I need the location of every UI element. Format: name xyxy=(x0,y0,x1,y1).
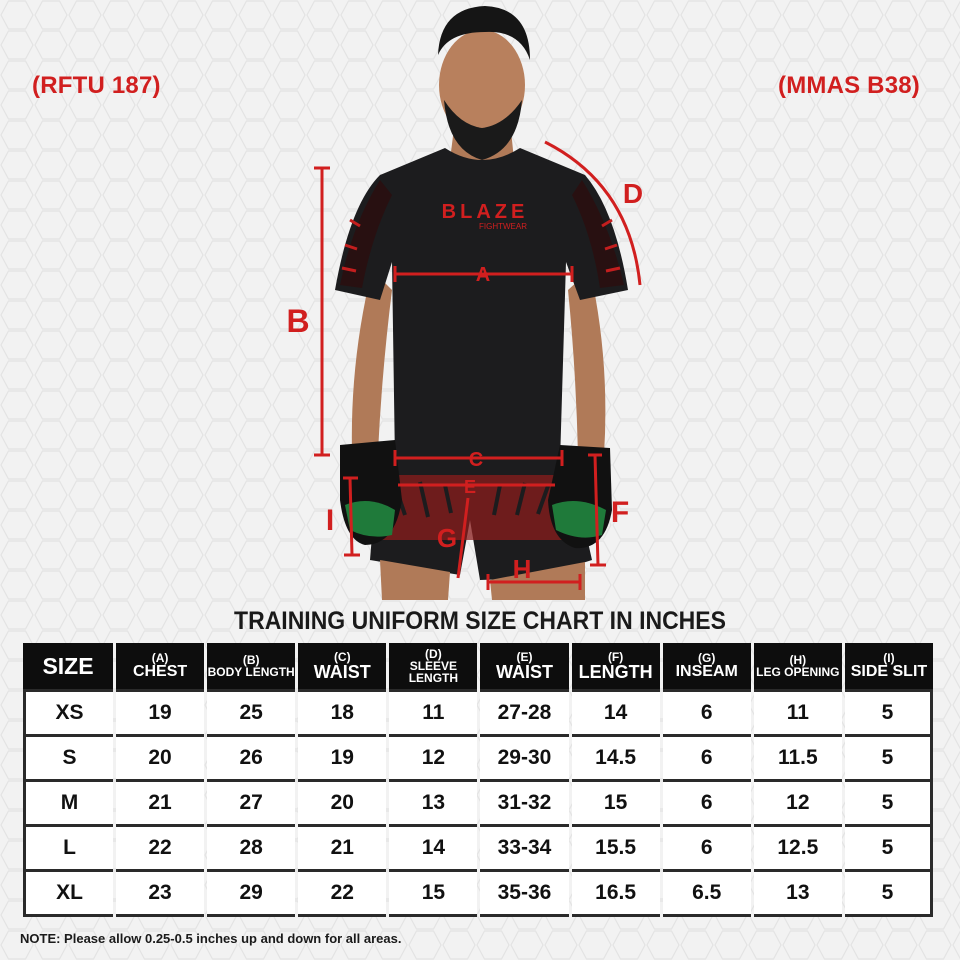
measurement-cell: 11 xyxy=(754,689,842,734)
measurement-cell: 19 xyxy=(298,734,386,779)
marker-g: G xyxy=(436,523,458,553)
measurement-cell: 5 xyxy=(845,869,933,917)
measurement-cell: 6 xyxy=(663,824,751,869)
measurement-cell: 15.5 xyxy=(572,824,660,869)
table-row xyxy=(23,734,933,779)
measurement-cell: 20 xyxy=(116,734,204,779)
header-shorts-waist: (E) WAIST xyxy=(480,643,568,689)
table-row xyxy=(23,869,933,917)
chart-title: TRAINING UNIFORM SIZE CHART IN INCHES xyxy=(234,607,726,635)
header-length: (F) LENGTH xyxy=(572,643,660,689)
measurement-cell: 15 xyxy=(572,779,660,824)
marker-h: H xyxy=(512,554,532,584)
measurement-cell: 21 xyxy=(116,779,204,824)
measurement-cell: 26 xyxy=(207,734,295,779)
sizing-note: NOTE: Please allow 0.25-0.5 inches up and down for all areas. xyxy=(20,931,402,946)
measurement-cell: 35-36 xyxy=(480,869,568,917)
measurement-cell: 16.5 xyxy=(572,869,660,917)
measurement-cell: 25 xyxy=(207,689,295,734)
measurement-cell: 6 xyxy=(663,734,751,779)
measurement-cell: 11.5 xyxy=(754,734,842,779)
header-size: SIZE xyxy=(23,643,113,689)
measurement-cell: 13 xyxy=(389,779,477,824)
measurement-cell: 14 xyxy=(389,824,477,869)
measurement-cell: 12 xyxy=(754,779,842,824)
brand-tagline: FIGHTWEAR xyxy=(479,222,527,231)
header-waist: (C) WAIST xyxy=(298,643,386,689)
measurement-cell: 11 xyxy=(389,689,477,734)
marker-b: B xyxy=(286,303,310,339)
measurement-cell: 23 xyxy=(116,869,204,917)
measurement-cell: 13 xyxy=(754,869,842,917)
measurement-cell: 5 xyxy=(845,824,933,869)
measurement-cell: 21 xyxy=(298,824,386,869)
header-sleeve-length: (D) SLEEVE LENGTH xyxy=(389,643,477,689)
measurement-cell: 19 xyxy=(116,689,204,734)
measurement-cell: 5 xyxy=(845,734,933,779)
marker-d: D xyxy=(622,178,644,209)
measurement-cell: 12.5 xyxy=(754,824,842,869)
measurement-cell: 27 xyxy=(207,779,295,824)
top-product-code: (RFTU 187) xyxy=(32,72,161,99)
size-cell: L xyxy=(23,824,113,869)
measurement-cell: 20 xyxy=(298,779,386,824)
measurement-cell: 6.5 xyxy=(663,869,751,917)
marker-c: C xyxy=(468,449,484,471)
size-cell: XS xyxy=(23,689,113,734)
measurement-cell: 22 xyxy=(116,824,204,869)
size-cell: XL xyxy=(23,869,113,917)
marker-i: I xyxy=(325,504,335,537)
table-row xyxy=(23,824,933,869)
header-inseam: (G) INSEAM xyxy=(663,643,751,689)
measurement-cell: 27-28 xyxy=(480,689,568,734)
measurement-cell: 31-32 xyxy=(480,779,568,824)
size-chart-table xyxy=(20,643,936,917)
measurement-cell: 5 xyxy=(845,689,933,734)
measurement-cell: 14 xyxy=(572,689,660,734)
table-row xyxy=(23,779,933,824)
marker-f: F xyxy=(610,496,630,529)
measurement-cell: 18 xyxy=(298,689,386,734)
size-cell: M xyxy=(23,779,113,824)
brand-logo: BLAZE xyxy=(441,201,529,223)
measurement-cell: 22 xyxy=(298,869,386,917)
marker-e: E xyxy=(463,477,477,497)
marker-a: A xyxy=(475,264,491,286)
header-side-slit: (I) SIDE SLIT xyxy=(845,643,933,689)
shorts-product-code: (MMAS B38) xyxy=(778,72,921,99)
header-leg-opening: (H) LEG OPENING xyxy=(754,643,842,689)
table-header-row xyxy=(23,643,933,689)
measurement-cell: 28 xyxy=(207,824,295,869)
measurement-cell: 5 xyxy=(845,779,933,824)
measurement-cell: 15 xyxy=(389,869,477,917)
measurement-cell: 29-30 xyxy=(480,734,568,779)
header-body-length: (B) BODY LENGTH xyxy=(207,643,295,689)
size-cell: S xyxy=(23,734,113,779)
table-row xyxy=(23,689,933,734)
measurement-cell: 12 xyxy=(389,734,477,779)
measurement-cell: 33-34 xyxy=(480,824,568,869)
measurement-cell: 29 xyxy=(207,869,295,917)
measurement-cell: 6 xyxy=(663,779,751,824)
header-chest: (A) CHEST xyxy=(116,643,204,689)
measurement-cell: 14.5 xyxy=(572,734,660,779)
measurement-cell: 6 xyxy=(663,689,751,734)
